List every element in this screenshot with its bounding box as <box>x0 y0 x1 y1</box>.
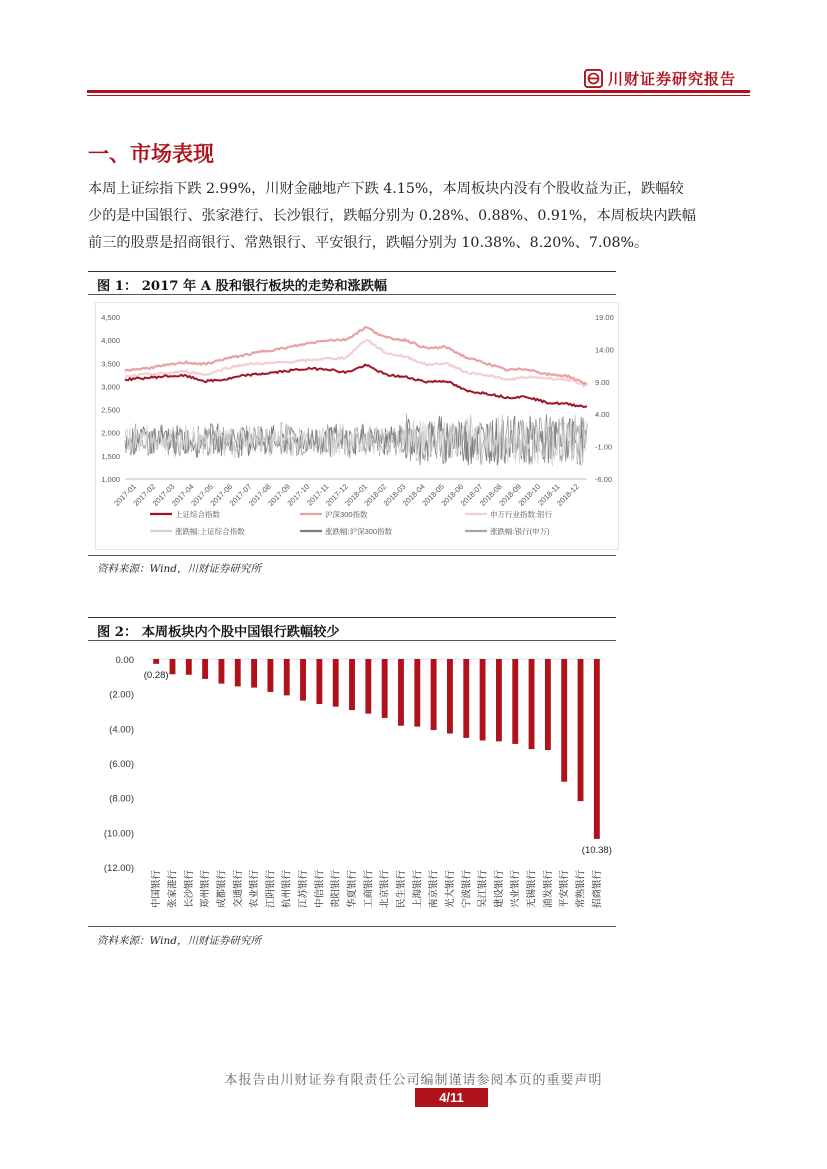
chart2-bar <box>219 659 225 684</box>
figure2-bar-chart <box>88 643 616 925</box>
chart1-x-tick: 2017-05 <box>189 482 215 508</box>
chart2-bar <box>480 659 486 740</box>
chart1-legend-label: 沪深300指数 <box>325 510 368 519</box>
chart1-x-tick: 2018-07 <box>458 482 485 508</box>
chart1-x-tick: 2017-09 <box>266 482 292 508</box>
chart2-x-tick: 光大银行 <box>444 870 456 909</box>
chart2-x-tick: 浦发银行 <box>542 870 554 909</box>
chart2-x-tick: 张家港行 <box>167 870 179 909</box>
chart1-x-tick: 2017-12 <box>323 482 350 508</box>
chart1-right-tick: 9.00 <box>595 377 610 387</box>
chart2-x-tick: 平安银行 <box>559 870 571 909</box>
market-summary-paragraph <box>88 176 752 257</box>
chart1-right-tick: -1.00 <box>595 442 613 452</box>
chart1-x-tick: 2017-10 <box>285 482 312 508</box>
chart2-bar <box>251 659 257 688</box>
chart2-x-tick: 常熟银行 <box>575 870 587 909</box>
figure2-source: 资料来源：Wind，川财证券研究所 <box>97 935 261 947</box>
chart1-left-tick: 2,500 <box>101 405 120 415</box>
chart2-y-tick: (4.00) <box>109 724 134 736</box>
chart2-bar <box>561 659 567 782</box>
chart1-x-tick: 2017-02 <box>131 482 158 508</box>
section-title: 一、市场表现 <box>88 141 214 166</box>
chart1-left-tick: 1,500 <box>101 451 120 461</box>
paragraph-line: 前三的股票是招商银行、常熟银行、平安银行，跌幅分别为 10.38%、8.20%、7.08%。 <box>88 235 649 251</box>
chart2-bar <box>398 659 404 726</box>
chart1-legend-label: 申万行业指数:银行 <box>490 510 553 519</box>
chart1-x-tick: 2017-01 <box>112 482 138 508</box>
chart1-right-tick: -6.00 <box>595 475 613 484</box>
chart2-x-tick: 江苏银行 <box>298 870 310 909</box>
chart1-right-tick: 14.00 <box>595 345 614 355</box>
chart2-bar <box>333 659 339 707</box>
chart1-left-tick: 4,000 <box>101 336 120 346</box>
chart2-x-tick: 上海银行 <box>412 870 424 909</box>
chart2-bar <box>414 659 420 727</box>
chart2-bar <box>578 659 584 801</box>
header-rule-thin <box>87 95 750 96</box>
chart2-bar <box>382 659 388 718</box>
chart1-x-tick: 2017-07 <box>227 482 254 508</box>
chart1-x-tick: 2017-03 <box>150 482 177 508</box>
chart1-left-tick: 3,000 <box>101 382 120 392</box>
chart1-left-tick: 4,500 <box>101 313 120 322</box>
chart2-bar <box>365 659 371 714</box>
chart2-x-tick: 宁波银行 <box>461 870 473 909</box>
chart2-bar <box>529 659 535 749</box>
brand-name: 川财证券研究报告 <box>608 70 737 88</box>
chart1-x-tick: 2018-12 <box>554 482 581 508</box>
chart2-y-tick: 0.00 <box>115 655 134 666</box>
chart1-left-tick: 1,000 <box>101 475 120 484</box>
chart1-series-1 <box>125 327 587 384</box>
chart2-bar <box>300 659 306 701</box>
figure1-bottom-rule <box>88 555 616 556</box>
paragraph-line: 少的是中国银行、张家港行、长沙银行，跌幅分别为 0.28%、0.88%、0.91%，本周板块内跌幅 <box>88 208 696 224</box>
chart1-legend-label: 上证综合指数 <box>175 510 220 519</box>
chart1-legend-label: 涨跌幅:沪深300指数 <box>325 527 393 536</box>
chart1-x-tick: 2017-11 <box>305 482 331 508</box>
chart1-right-tick: 19.00 <box>595 313 614 322</box>
paragraph-line: 本周上证综指下跌 2.99%，川财金融地产下跌 4.15%，本周板块内没有个股收益为正，跌幅较 <box>88 181 684 197</box>
chart2-data-label: (0.28) <box>143 669 169 681</box>
chart1-x-tick: 2018-02 <box>362 482 389 508</box>
chart1-x-tick: 2018-11 <box>536 482 562 508</box>
chart2-bar <box>153 659 159 664</box>
chart1-left-tick: 2,000 <box>101 428 120 438</box>
chart2-x-tick: 兴业银行 <box>510 870 522 909</box>
chart2-x-tick: 工商银行 <box>363 870 375 909</box>
figure1-source: 资料来源：Wind，川财证券研究所 <box>97 563 261 575</box>
chart1-legend-label: 涨跌幅:银行(申万) <box>490 527 550 536</box>
page-number: 4/11 <box>415 1088 488 1107</box>
chart2-x-tick: 无锡银行 <box>526 870 538 909</box>
chart2-bar <box>316 659 322 704</box>
chart1-x-tick: 2018-06 <box>439 482 466 508</box>
chart2-y-tick: (8.00) <box>109 793 134 805</box>
figure1-line-chart <box>95 302 619 550</box>
chart2-x-tick: 长沙银行 <box>183 870 195 909</box>
chart2-bar <box>267 659 273 692</box>
chart2-y-tick: (10.00) <box>103 828 134 840</box>
chart2-bar <box>496 659 502 741</box>
chart2-x-tick: 民生银行 <box>395 870 407 909</box>
chart2-x-tick: 华夏银行 <box>347 870 359 909</box>
chart2-bar <box>284 659 290 695</box>
chart2-y-tick: (12.00) <box>103 863 134 874</box>
chart2-x-tick: 南京银行 <box>428 870 440 909</box>
chart2-bar <box>186 659 192 675</box>
chart2-x-tick: 建设银行 <box>493 870 505 909</box>
chart1-x-tick: 2018-01 <box>343 482 369 508</box>
chart1-x-tick: 2017-08 <box>246 482 273 508</box>
chart1-x-tick: 2018-08 <box>477 482 504 508</box>
chart1-x-tick: 2018-04 <box>400 482 427 508</box>
chart2-x-tick: 成都银行 <box>216 870 228 909</box>
chart2-data-label: (10.38) <box>581 844 612 856</box>
chart1-x-tick: 2018-03 <box>381 482 408 508</box>
brand-logo-icon <box>584 69 603 88</box>
chart2-y-tick: (2.00) <box>109 689 134 701</box>
header-rule <box>87 90 750 93</box>
chart2-x-tick: 交通银行 <box>232 870 244 909</box>
chart2-bar <box>170 659 176 674</box>
chart2-bar <box>349 659 355 710</box>
figure1-title: 图 1： 2017 年 A 股和银行板块的走势和涨跌幅 <box>97 279 388 294</box>
chart2-x-tick: 杭州银行 <box>281 870 293 909</box>
chart2-y-tick: (6.00) <box>109 759 134 770</box>
chart1-x-tick: 2018-05 <box>420 482 446 508</box>
chart1-x-tick: 2017-06 <box>208 482 235 508</box>
chart2-bar <box>235 659 241 686</box>
footer-disclaimer: 本报告由川财证券有限责任公司编制谨请参阅本页的重要声明 <box>224 1073 603 1088</box>
figure1-title-bar <box>88 271 616 295</box>
chart2-x-tick: 中国银行 <box>151 870 163 909</box>
chart2-bar <box>594 659 600 839</box>
chart1-x-tick: 2018-10 <box>516 482 543 508</box>
chart2-bar <box>431 659 437 730</box>
chart2-bar <box>447 659 453 734</box>
figure2-title: 图 2： 本周板块内个股中国银行跌幅较少 <box>97 625 340 640</box>
chart2-x-tick: 中信银行 <box>314 870 326 909</box>
chart2-x-tick: 北京银行 <box>379 870 391 909</box>
chart2-bar <box>202 659 208 679</box>
chart2-x-tick: 农业银行 <box>249 870 261 909</box>
figure2-bottom-rule <box>88 926 616 927</box>
chart2-x-tick: 郑州银行 <box>200 870 212 909</box>
chart2-x-tick: 招商银行 <box>591 870 603 909</box>
chart2-bar <box>545 659 551 750</box>
chart2-x-tick: 贵阳银行 <box>330 870 342 909</box>
chart1-left-tick: 3,500 <box>101 359 120 369</box>
chart1-series-0 <box>125 365 587 407</box>
chart1-x-tick: 2017-04 <box>169 482 196 508</box>
chart1-right-tick: 4.00 <box>595 410 610 420</box>
figure2-title-bar <box>88 617 616 641</box>
chart1-x-tick: 2018-09 <box>497 482 523 508</box>
chart2-x-tick: 江阴银行 <box>265 870 277 909</box>
chart1-legend-label: 涨跌幅:上证综合指数 <box>175 527 245 536</box>
chart2-x-tick: 吴江银行 <box>477 870 489 909</box>
chart2-bar <box>463 659 469 738</box>
chart2-bar <box>512 659 518 744</box>
